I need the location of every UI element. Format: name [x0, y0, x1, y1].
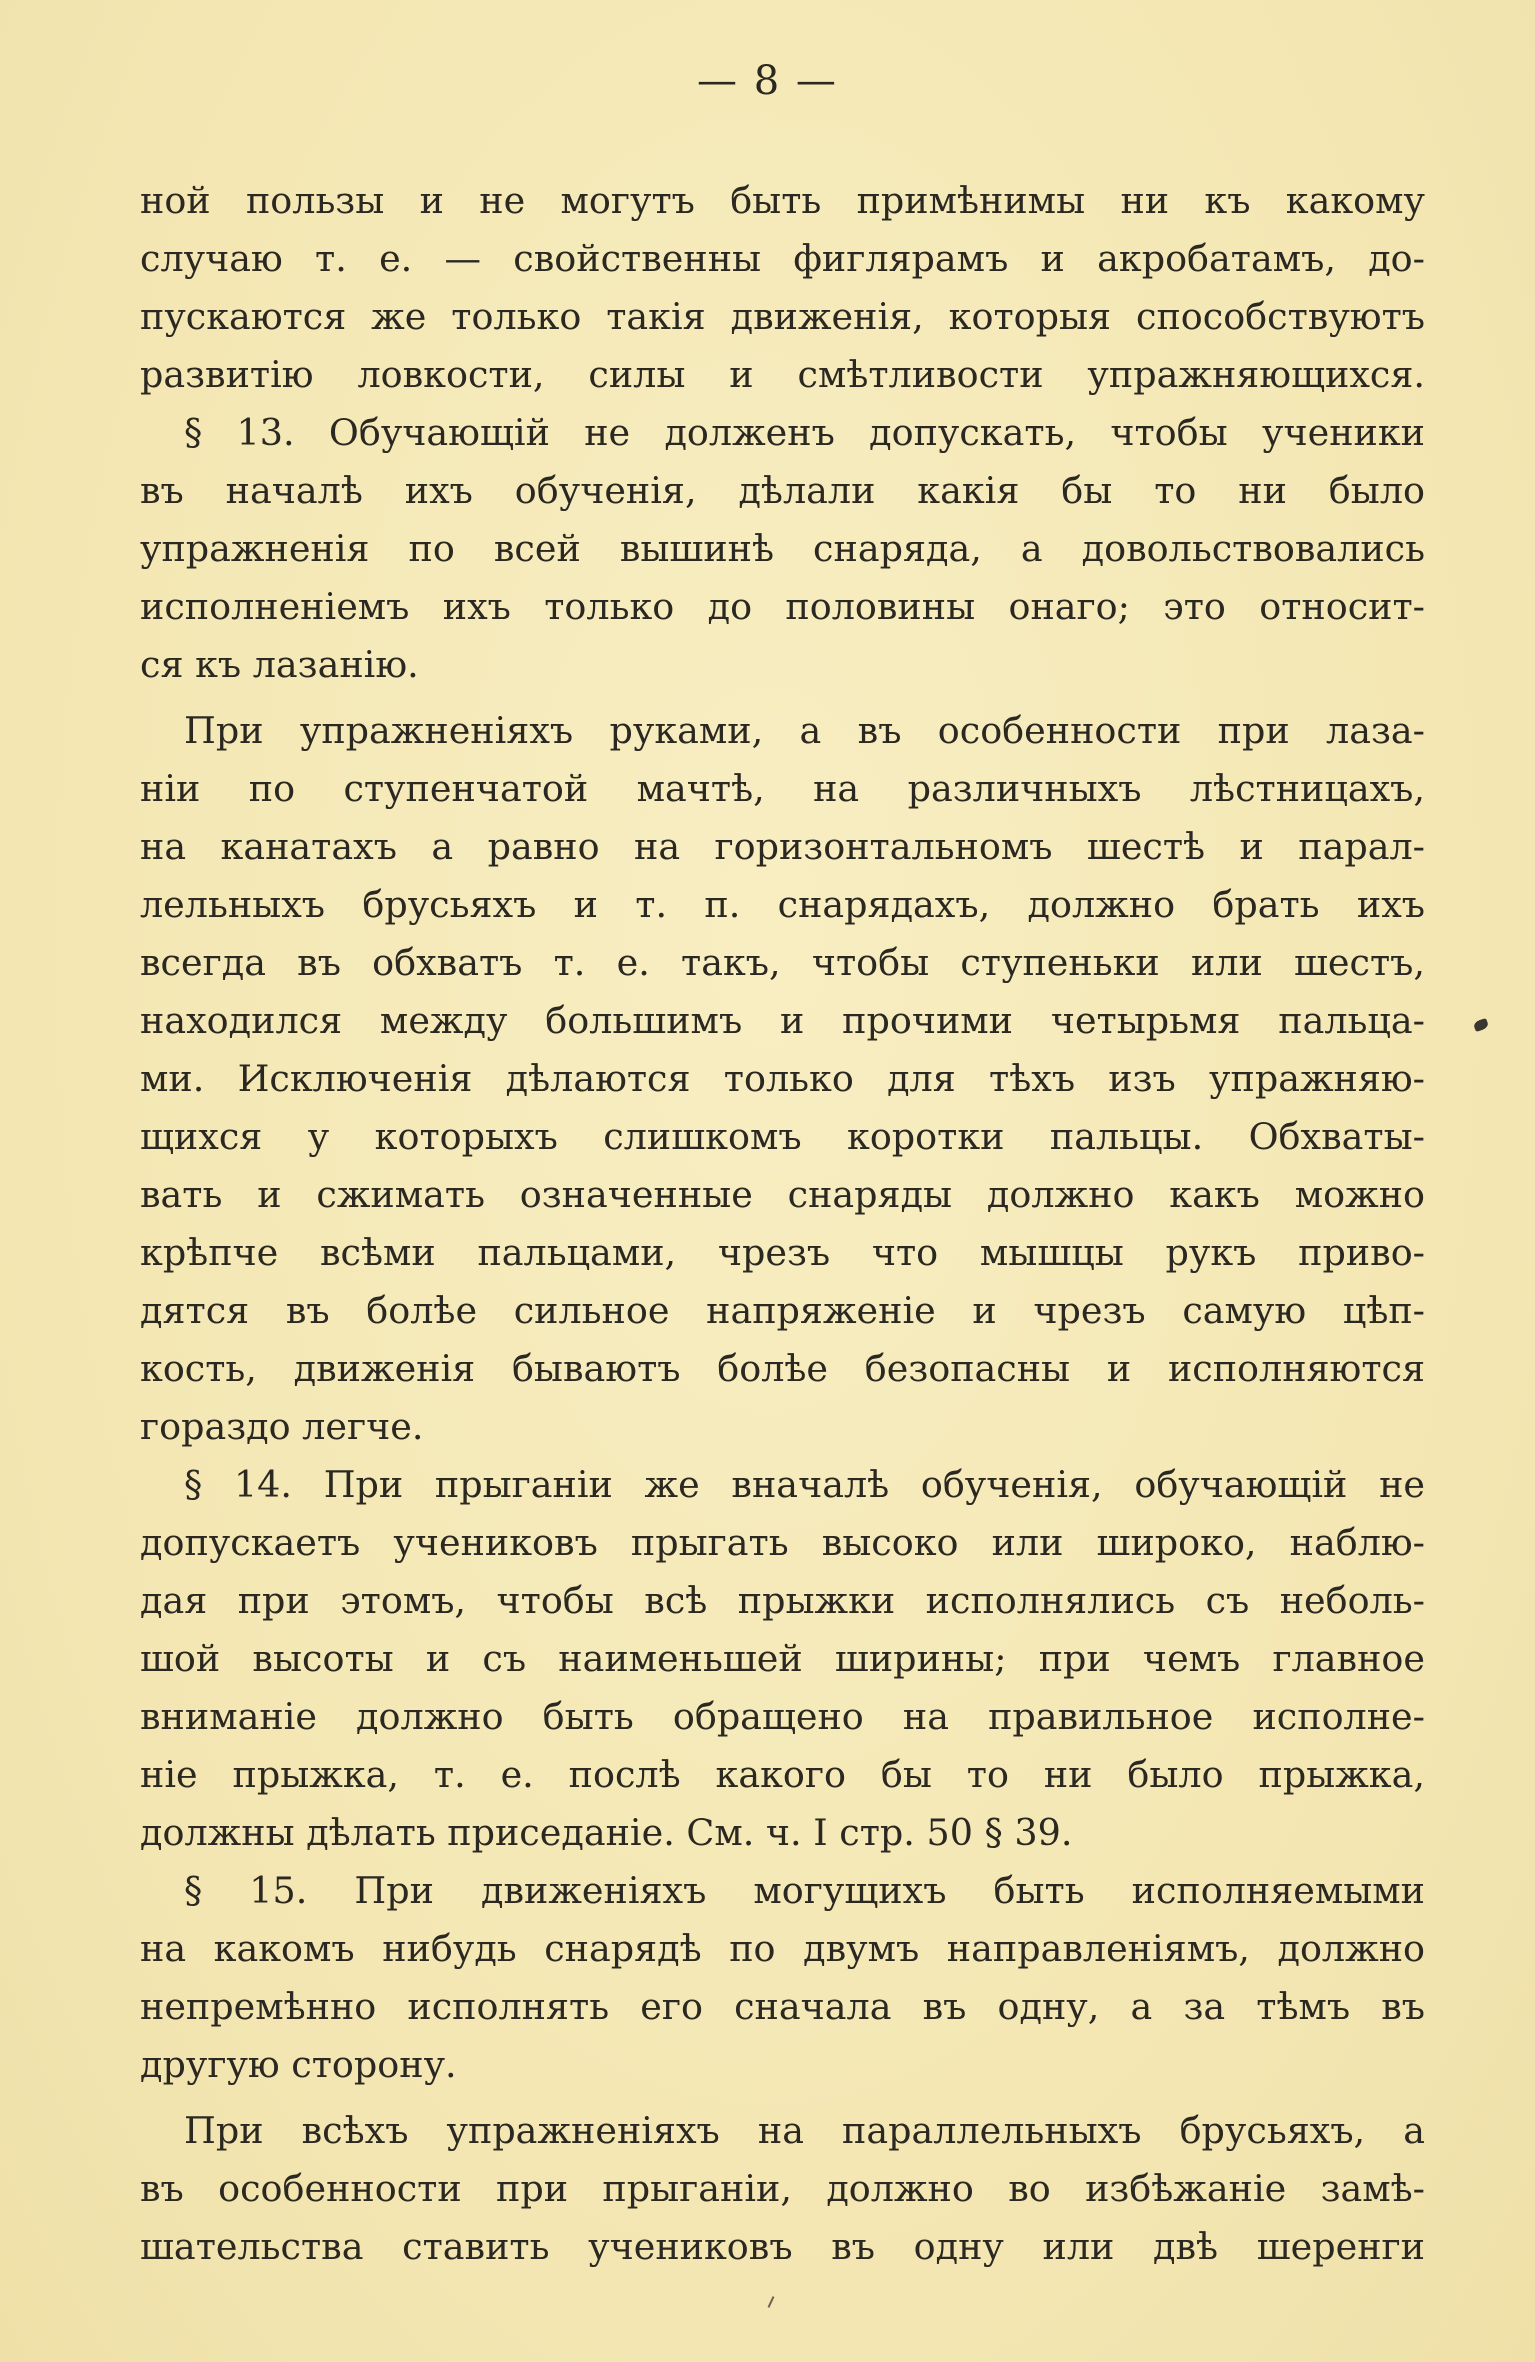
text-line: дятся въ болѣе сильное напряженіе и чрезъ самую цѣп- — [140, 1289, 1425, 1332]
text-line: ніи по ступенчатой мачтѣ, на различныхъ лѣстницахъ, — [140, 767, 1425, 810]
text-line: находился между большимъ и прочими четырьмя пальца- — [140, 999, 1425, 1042]
text-line: ми. Исключенія дѣлаются только для тѣхъ изъ упражняю- — [140, 1057, 1425, 1100]
text-line: всегда въ обхватъ т. е. такъ, чтобы ступеньки или шестъ, — [140, 941, 1425, 984]
text-line: допускаетъ учениковъ прыгать высоко или широко, наблю- — [140, 1521, 1425, 1564]
text-line: дая при этомъ, чтобы всѣ прыжки исполнялись съ неболь- — [140, 1579, 1425, 1622]
text-line: § 13. Обучающій не долженъ допускать, чтобы ученики — [184, 411, 1425, 454]
text-line: упражненія по всей вышинѣ снаряда, а довольствовались — [140, 527, 1425, 570]
ink-mark — [1473, 1018, 1490, 1032]
page-number: — 8 — — [697, 58, 838, 104]
text-line: При упражненіяхъ руками, а въ особенности при лаза- — [184, 709, 1425, 752]
text-line: При всѣхъ упражненіяхъ на параллельныхъ брусьяхъ, а — [184, 2109, 1425, 2152]
text-line: развитію ловкости, силы и смѣтливости упражняющихся. — [140, 353, 1425, 396]
text-line: § 15. При движеніяхъ могущихъ быть исполняемыми — [184, 1869, 1425, 1912]
text-line: ся къ лазанію. — [140, 643, 419, 686]
text-line: § 14. При прыганіи же вначалѣ обученія, обучающій не — [184, 1463, 1425, 1506]
text-line: непремѣнно исполнять его сначала въ одну, а за тѣмъ въ — [140, 1985, 1425, 2028]
text-line: вниманіе должно быть обращено на правильное исполне- — [140, 1695, 1425, 1738]
text-line: другую сторону. — [140, 2043, 457, 2086]
text-line: гораздо легче. — [140, 1405, 424, 1448]
text-line: исполненіемъ ихъ только до половины онаго; это относит- — [140, 585, 1425, 628]
ink-mark — [768, 2296, 775, 2308]
text-line: лельныхъ брусьяхъ и т. п. снарядахъ, должно брать ихъ — [140, 883, 1425, 926]
text-line: случаю т. е. — свойственны фиглярамъ и акробатамъ, до- — [140, 237, 1425, 280]
text-line: въ началѣ ихъ обученія, дѣлали какія бы то ни было — [140, 469, 1425, 512]
text-line: должны дѣлать приседаніе. См. ч. I стр. 50 § 39. — [140, 1811, 1073, 1854]
text-line: вать и сжимать означенные снаряды должно какъ можно — [140, 1173, 1425, 1216]
text-line: на какомъ нибудь снарядѣ по двумъ направленіямъ, должно — [140, 1927, 1425, 1970]
text-line: шой высоты и съ наименьшей ширины; при чемъ главное — [140, 1637, 1425, 1680]
text-line: ніе прыжка, т. е. послѣ какого бы то ни было прыжка, — [140, 1753, 1425, 1796]
text-line: крѣпче всѣми пальцами, чрезъ что мышцы рукъ приво- — [140, 1231, 1425, 1274]
text-line: въ особенности при прыганіи, должно во избѣжаніе замѣ- — [140, 2167, 1425, 2210]
body-text — [140, 172, 1425, 2276]
text-line: шательства ставить учениковъ въ одну или двѣ шеренги — [140, 2225, 1425, 2268]
text-line: щихся у которыхъ слишкомъ коротки пальцы. Обхваты- — [140, 1115, 1425, 1158]
text-line: на канатахъ а равно на горизонтальномъ шестѣ и парал- — [140, 825, 1425, 868]
text-line: кость, движенія бываютъ болѣе безопасны и исполняются — [140, 1347, 1425, 1390]
text-line: пускаются же только такія движенія, которыя способствуютъ — [140, 295, 1425, 338]
text-line: ной пользы и не могутъ быть примѣнимы ни къ какому — [140, 179, 1425, 222]
